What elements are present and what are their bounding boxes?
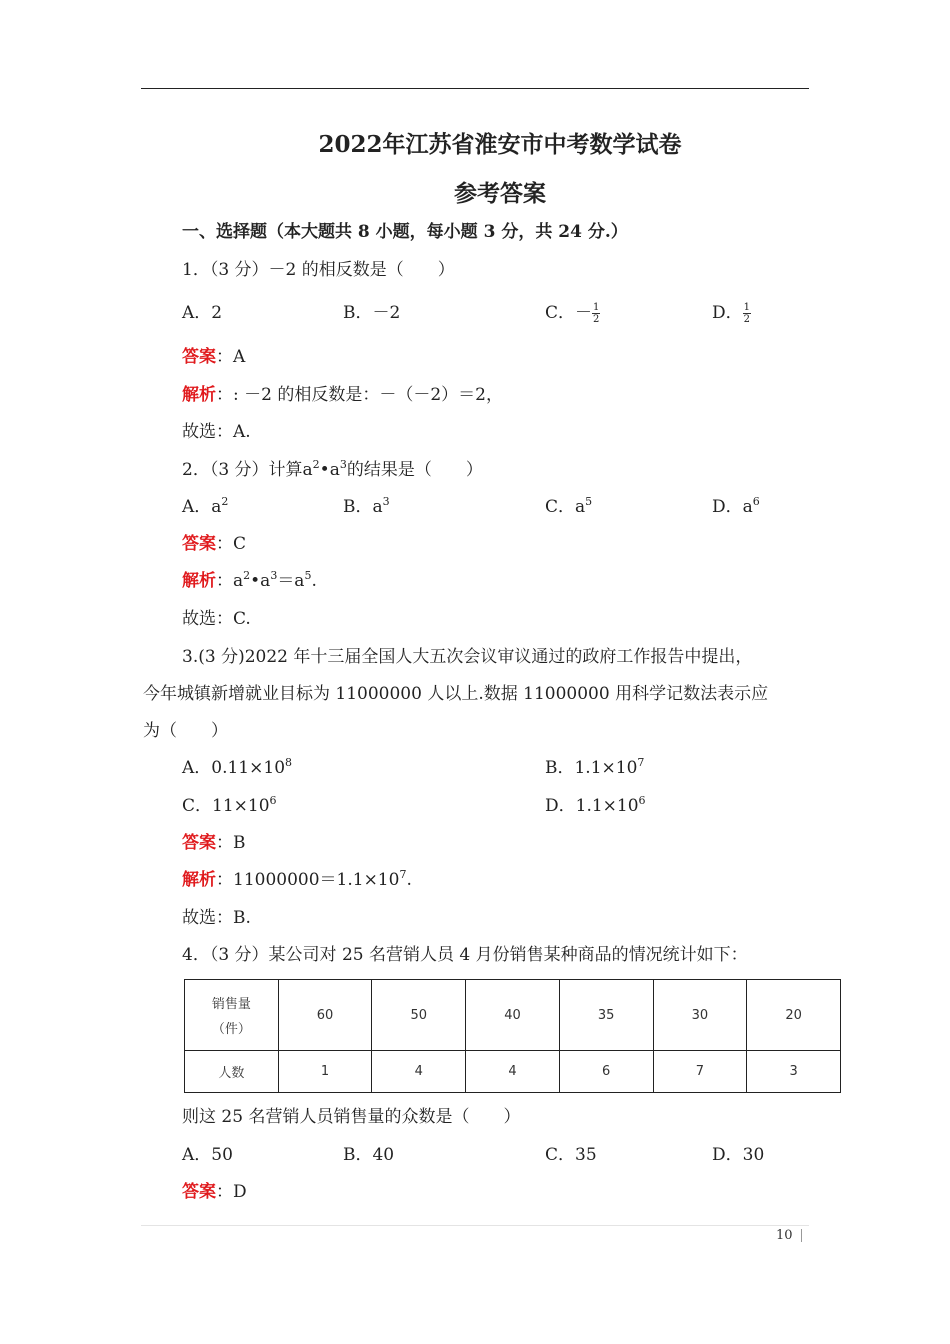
table-cell: 20 bbox=[747, 980, 841, 1051]
fraction-denominator: 2 bbox=[593, 314, 600, 325]
fraction-numerator: 1 bbox=[593, 302, 600, 313]
table-cell: 7 bbox=[653, 1051, 747, 1093]
exponent: 2 bbox=[312, 458, 320, 471]
q1-answer bbox=[182, 346, 245, 368]
q4-option-d: D．30 bbox=[712, 1145, 765, 1165]
q3-option-d bbox=[545, 795, 646, 817]
q3-analysis-part: ：11000000＝1.1×10 bbox=[216, 870, 400, 890]
option-base: B．1.1×10 bbox=[545, 758, 638, 778]
q1-option-d-prefix: D． bbox=[712, 303, 743, 323]
table-cell: 50 bbox=[372, 980, 466, 1051]
exponent: 2 bbox=[221, 495, 229, 508]
header-label-line1: 销售量 bbox=[211, 997, 251, 1012]
q1-option-a: A．2 bbox=[182, 303, 223, 323]
q2-analysis-part: ＝a bbox=[277, 571, 305, 591]
exponent: 5 bbox=[304, 569, 312, 582]
q3-analysis-part: . bbox=[406, 870, 412, 890]
q1-answer-value: ：A bbox=[216, 347, 246, 367]
q3-conclusion: 故选：B. bbox=[182, 908, 251, 928]
option-base: B．a bbox=[343, 497, 383, 517]
answer-label: 答案 bbox=[182, 534, 216, 554]
q4-option-a: A．50 bbox=[182, 1145, 233, 1165]
option-base: A．0.11×10 bbox=[182, 758, 286, 778]
q2-stem-post: 的结果是（ ） bbox=[346, 460, 483, 480]
fraction-denominator: 2 bbox=[743, 314, 751, 325]
table-cell: 1 bbox=[278, 1051, 372, 1093]
q1-option-b: B．－2 bbox=[343, 303, 401, 323]
table-cell: 6 bbox=[559, 1051, 653, 1093]
q2-analysis-part: . bbox=[311, 571, 317, 591]
q4-option-c: C．35 bbox=[545, 1145, 597, 1165]
table-row bbox=[185, 980, 841, 1051]
exponent: 3 bbox=[339, 458, 347, 471]
analysis-label: 解析 bbox=[182, 385, 216, 405]
exponent: 6 bbox=[752, 495, 760, 508]
page-subtitle: 参考答案 bbox=[454, 180, 546, 207]
q1-option-d bbox=[712, 302, 751, 325]
footer-rule bbox=[141, 1225, 809, 1226]
option-base: C．a bbox=[545, 497, 586, 517]
q1-analysis bbox=[182, 384, 503, 406]
table-header-cell: 人数 bbox=[185, 1051, 279, 1093]
q2-analysis-part: ：a bbox=[216, 571, 244, 591]
table-cell: 40 bbox=[466, 980, 560, 1051]
table-cell: 35 bbox=[559, 980, 653, 1051]
q3-option-c bbox=[182, 795, 277, 817]
q4-answer bbox=[182, 1181, 247, 1203]
exponent: 3 bbox=[382, 495, 390, 508]
q3-stem-line2: 今年城镇新增就业目标为 11000000 人以上.数据 11000000 用科学记数法表示应 bbox=[143, 684, 769, 704]
q2-option-d bbox=[712, 496, 760, 518]
table-cell: 4 bbox=[372, 1051, 466, 1093]
sales-table bbox=[184, 979, 841, 1093]
q3-stem-line1: 3.(3 分)2022 年十三届全国人大五次会议审议通过的政府工作报告中提出， bbox=[182, 647, 753, 667]
analysis-label: 解析 bbox=[182, 571, 216, 591]
exponent: 7 bbox=[399, 868, 407, 881]
q1-option-c-fraction bbox=[592, 302, 600, 325]
q1-stem: 1．（3 分）－2 的相反数是（ ） bbox=[182, 260, 455, 280]
page-number bbox=[776, 1228, 802, 1243]
answer-label: 答案 bbox=[182, 1182, 216, 1202]
option-base: D．1.1×10 bbox=[545, 796, 639, 816]
header-label-line2: （件） bbox=[211, 1022, 251, 1037]
table-header-cell bbox=[185, 980, 279, 1051]
table-cell: 30 bbox=[653, 980, 747, 1051]
q1-analysis-text: ：: －2 的相反数是：－（－2）＝2， bbox=[216, 385, 503, 405]
exponent: 2 bbox=[243, 569, 251, 582]
q2-answer-value: ：C bbox=[216, 534, 247, 554]
q2-analysis bbox=[182, 570, 317, 592]
q3-answer-value: ：B bbox=[216, 833, 246, 853]
q1-option-c-prefix: C．－ bbox=[545, 303, 593, 323]
table-row bbox=[185, 1051, 841, 1093]
q4-stem: 4．（3 分）某公司对 25 名营销人员 4 月份销售某种商品的情况统计如下： bbox=[182, 945, 748, 965]
exponent: 3 bbox=[270, 569, 278, 582]
answer-label: 答案 bbox=[182, 347, 216, 367]
q2-stem-pre: 2．（3 分）计算a bbox=[182, 460, 313, 480]
table-cell: 3 bbox=[747, 1051, 841, 1093]
q4-option-b: B．40 bbox=[343, 1145, 395, 1165]
q2-stem-mid: •a bbox=[319, 460, 340, 480]
q4-question: 则这 25 名营销人员销售量的众数是（ ） bbox=[182, 1107, 521, 1127]
option-base: C．11×10 bbox=[182, 796, 270, 816]
q2-stem bbox=[182, 459, 483, 481]
q2-analysis-part: •a bbox=[250, 571, 271, 591]
q3-option-a bbox=[182, 757, 292, 779]
page-number-divider bbox=[801, 1229, 802, 1242]
exponent: 5 bbox=[585, 495, 593, 508]
q2-option-a bbox=[182, 496, 228, 518]
page-number-value: 10 bbox=[776, 1228, 793, 1243]
q2-option-c bbox=[545, 496, 592, 518]
q3-option-b bbox=[545, 757, 644, 779]
exponent: 7 bbox=[637, 756, 645, 769]
section-heading: 一、选择题（本大题共 8 小题，每小题 3 分，共 24 分.） bbox=[182, 222, 628, 242]
table-cell: 60 bbox=[278, 980, 372, 1051]
q1-option-d-fraction bbox=[743, 302, 751, 325]
option-base: D．a bbox=[712, 497, 753, 517]
table-cell: 4 bbox=[466, 1051, 560, 1093]
header-rule bbox=[141, 88, 809, 89]
option-base: A．a bbox=[182, 497, 222, 517]
q3-answer bbox=[182, 832, 246, 854]
page-title: 2022年江苏省淮安市中考数学试卷 bbox=[318, 131, 682, 158]
q3-stem-line3: 为（ ） bbox=[143, 721, 228, 741]
exponent: 6 bbox=[269, 794, 277, 807]
q2-answer bbox=[182, 533, 246, 555]
answer-label: 答案 bbox=[182, 833, 216, 853]
q2-option-b bbox=[343, 496, 390, 518]
q2-conclusion: 故选：C. bbox=[182, 609, 251, 629]
q4-answer-value: ：D bbox=[216, 1182, 247, 1202]
exponent: 8 bbox=[285, 756, 293, 769]
q1-option-c bbox=[545, 302, 600, 325]
fraction-numerator: 1 bbox=[743, 302, 751, 313]
exponent: 6 bbox=[638, 794, 646, 807]
analysis-label: 解析 bbox=[182, 870, 216, 890]
q3-analysis bbox=[182, 869, 412, 891]
q1-conclusion: 故选：A. bbox=[182, 422, 251, 442]
